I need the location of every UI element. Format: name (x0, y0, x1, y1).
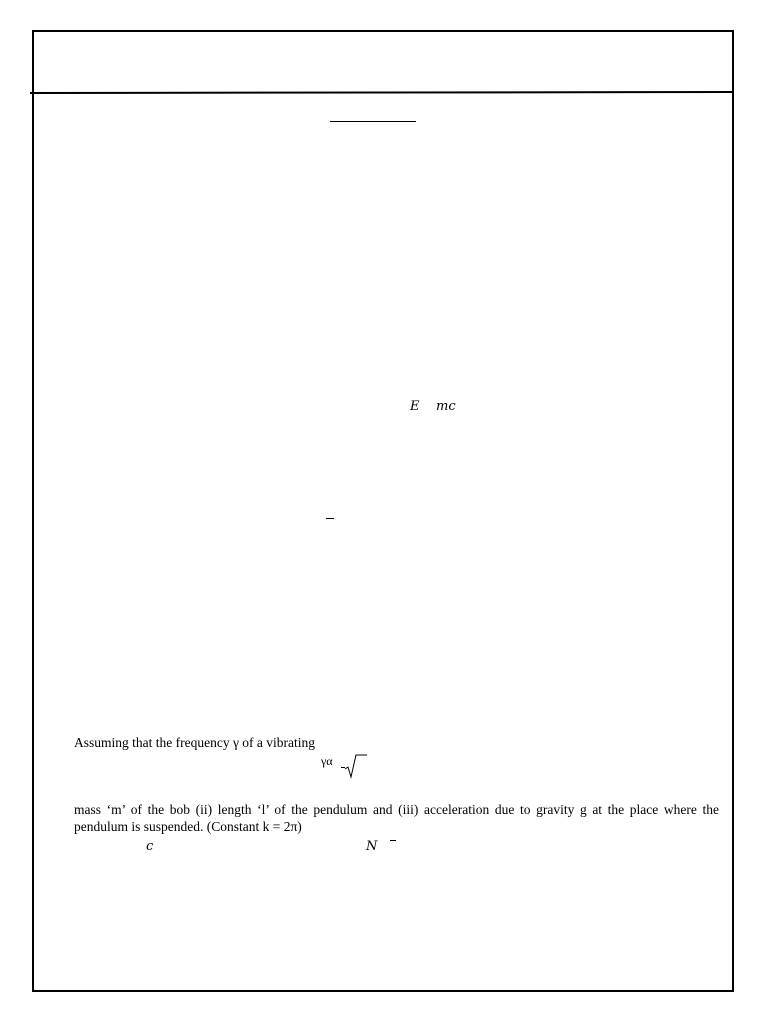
question-intro: Assuming that the frequency γ of a vibrating (74, 735, 316, 750)
fraction-bar-mark (326, 518, 334, 519)
energy-equation-lhs: E (410, 399, 420, 414)
frequency-proportionality: γα (321, 754, 333, 768)
title-underline (330, 121, 416, 122)
exponent-bar-mark (390, 840, 396, 841)
square-root-icon (344, 753, 368, 779)
question-dimensions-text: mass ‘m’ of the bob (ii) length ‘l’ of the pendulum and (iii) acceleration due to gravity g at the place where the pendulum is suspended. (Constant k = 2π) (74, 802, 719, 834)
solution-symbol-c: c (146, 839, 154, 854)
page-border (32, 30, 734, 992)
energy-equation-rhs: mc (436, 399, 456, 414)
solution-symbol-n: N (366, 839, 378, 854)
